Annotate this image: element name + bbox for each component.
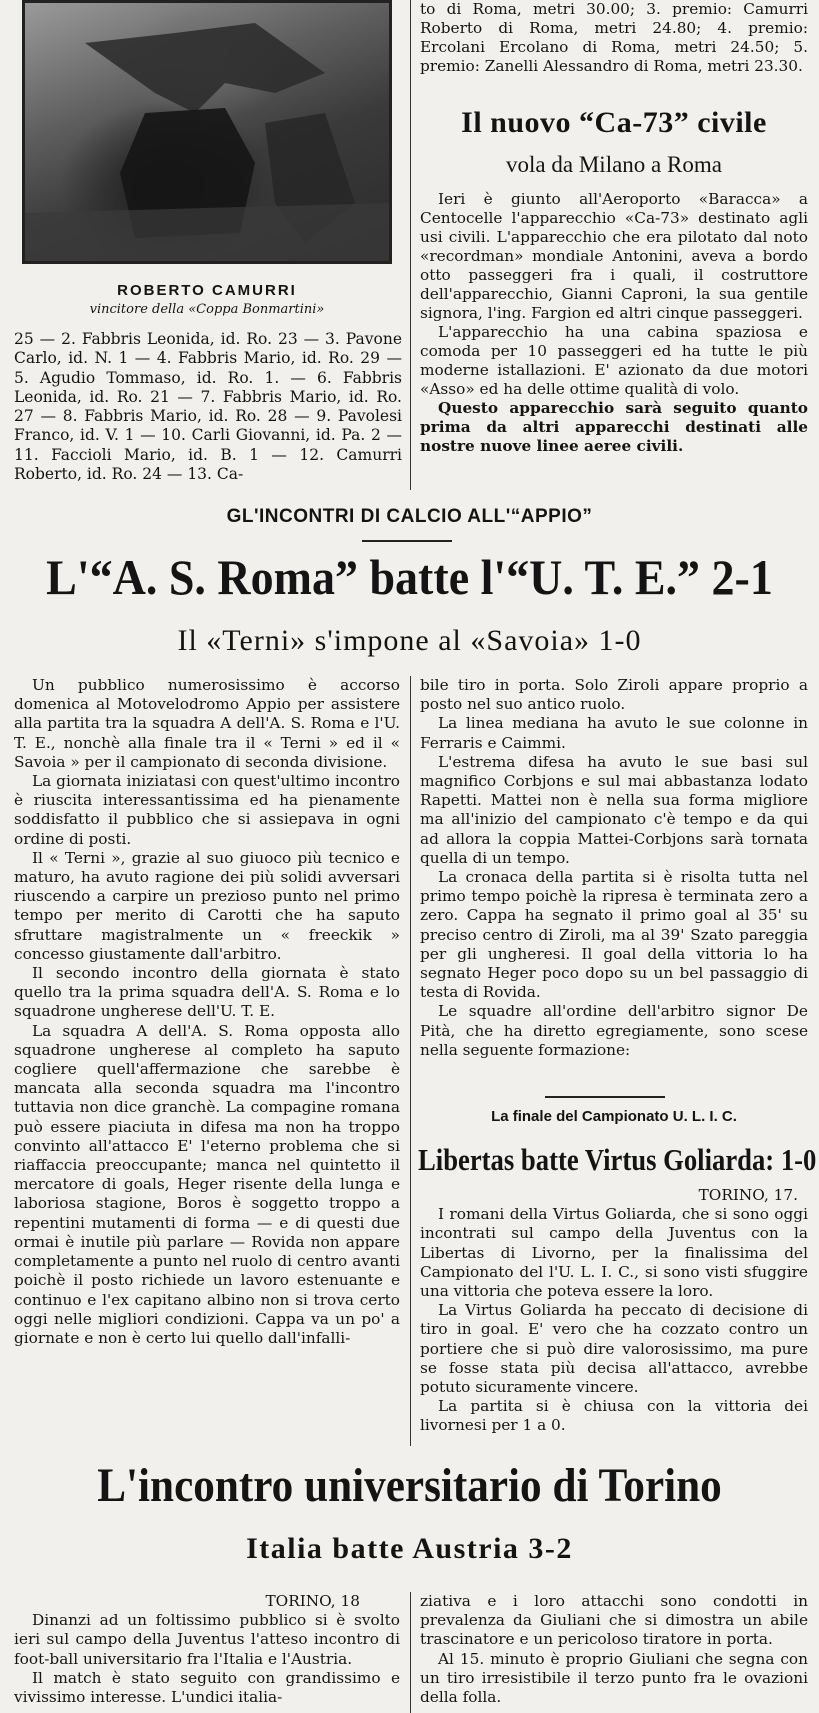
ca73-headline: Il nuovo “Ca-73” civile	[461, 106, 767, 139]
torino-left-paragraph-2: Il match è stato seguito con grandissimo e vivissimo interesse. L'undici italia-	[14, 1668, 400, 1707]
calcio-left-paragraph-4: Il secondo incontro della giornata è stato quello tra la prima squadra dell'A. S. Roma e lo squadrone ungherese dell'U. T. E.	[14, 964, 400, 1021]
torino-dateline: TORINO, 18	[265, 1592, 360, 1610]
finale-dateline: TORINO, 17.	[698, 1186, 798, 1204]
calcio-left-paragraph-2: La giornata iniziatasi con quest'ultimo incontro è riuscita interessantissima ed ha pienamente soddisfatto il pubblico che si assiepava in ogni ordine di posti.	[14, 772, 400, 848]
torino-headline: L'incontro universitario di Torino	[97, 1459, 722, 1512]
calcio-right-paragraph-5: Le squadre all'ordine dell'arbitro signor De Pità, che ha diretto egregiamente, sono scese nella seguente formazione:	[420, 1002, 808, 1059]
finale-article	[420, 1186, 808, 1436]
ca73-subhead: vola da Milano a Roma	[506, 152, 722, 177]
calcio-kicker: GL'INCONTRI DI CALCIO ALL'“APPIO”	[226, 506, 593, 527]
kicker-rule	[362, 540, 452, 542]
finale-rule	[545, 1096, 665, 1098]
torino-right-column	[420, 1592, 808, 1707]
athlete-photo-graphic	[25, 3, 389, 261]
calcio-right-paragraph-1: bile tiro in porta. Solo Ziroli appare proprio a posto nel suo antico ruolo.	[420, 676, 808, 714]
photo-caption-sub: vincitore della «Coppa Bonmartini»	[89, 302, 325, 317]
calcio-right-paragraph-2: La linea mediana ha avuto le sue colonne in Ferraris e Caimmi.	[420, 714, 808, 752]
ca73-paragraph-1: Ieri è giunto all'Aeroporto «Baracca» a Centocelle l'apparecchio «Ca-73» destinato agli usi civili. L'apparecchio che era pilotato dal noto «recordman» mondiale Antonini, aveva a bordo otto passeggeri fra i quali, il costruttore dell'apparecchio, Gianni Caproni, la sua gentile signora, l'ing. Fargion ed altri cinque passeggeri.	[420, 190, 808, 322]
finale-headline: Libertas batte Virtus Goliarda: 1-0	[418, 1142, 817, 1177]
calcio-left-column	[14, 676, 400, 1348]
ca73-article	[420, 190, 808, 456]
prize-results-lead: to di Roma, metri 30.00; 3. premio: Camurri Roberto di Roma, metri 24.80; 4. premio: Ercolani Ercolano di Roma, metri 24.50; 5. premio: Zanelli Alessandro di Roma, metri 23.30.	[420, 0, 808, 75]
calcio-left-paragraph-5: La squadra A dell'A. S. Roma opposta allo squadrone ungherese al completo ha saputo cogliere quell'affermazione che sarebbe è mancata alla seconda squadra ma l'incontro tuttavia non dice granchè. La compagine romana può essere piaciuta in difesa ma non ha troppo convinto all'attacco E' l'eterno problema che si riaffaccia preoccupante; manca nel quintetto il mercatore di goals, Heger risente della lunga e laboriosa stagione, Boros è soggetto troppo a repentini mutamenti di forma — e di questi due ormai è inutile più parlare — Rovida non appare completamente a punto nel ruolo di centro avanti poichè il posto richiede un lavoro estenuante e continuo e l'ex capitano albino non si trova certo oggi nelle migliori condizioni. Cappa va un po' a giornate e non è certo lui quello dall'infalli-	[14, 1021, 400, 1347]
torino-right-paragraph-2: Al 15. minuto è proprio Giuliani che segna con un tiro irresistibile il terzo punto fra le ovazioni della folla.	[420, 1649, 808, 1707]
torino-right-paragraph-1: ziativa e i loro attacchi sono condotti in prevalenza da Giuliani che si dimostra un abile trascinatore e un pericoloso tiratore in porta.	[420, 1592, 808, 1649]
torino-left-column	[14, 1592, 400, 1707]
column-divider-middle	[410, 676, 411, 1446]
calcio-right-paragraph-3: L'estrema difesa ha avuto le sue basi sul magnifico Corbjons e sul mai abbastanza lodato Rapetti. Mattei non è nella sua forma migliore ma all'inizio del campionato c'è tempo e da qui ad allora la coppia Mattei-Corbjons sarà tornata quella di un tempo.	[420, 752, 808, 867]
ca73-paragraph-2: L'apparecchio ha una cabina spaziosa e comoda per 10 passeggeri ed ha tutte le più moderne istallazioni. E' azionato da due motori «Asso» ed ha delle ottime qualità di volo.	[420, 323, 808, 398]
calcio-headline: L'“A. S. Roma” batte l'“U. T. E.” 2-1	[46, 549, 773, 605]
finale-kicker: La finale del Campionato U. L. I. C.	[491, 1108, 737, 1125]
calcio-subhead: Il «Terni» s'impone al «Savoia» 1-0	[177, 624, 642, 657]
results-list-text: 25 — 2. Fabbris Leonida, id. Ro. 23 — 3. Pavone Carlo, id. N. 1 — 4. Fabbris Mario, id. Ro. 29 — 5. Agudio Tommaso, id. Ro. 1. — 6. Fabbris Leonida, id. Ro. 21 — 7. Fabbris Mario, id. Ro. 27 — 8. Fabbris Mario, id. Ro. 28 — 9. Pavolesi Franco, id. V. 1 — 10. Carli Giovanni, id. Pa. 2 — 11. Faccioli Mario, id. B. 1 — 12. Camurri Roberto, id. Ro. 24 — 13. Ca-	[14, 330, 402, 484]
finale-paragraph-2: La Virtus Goliarda ha peccato di decisione di tiro in goal. E' vero che ha cozzato contro un portiere che si può dire valorosissimo, ma pure se fosse stata più decisa all'attacco, avrebbe potuto sicuramente vincere.	[420, 1301, 808, 1397]
calcio-left-paragraph-3: Il « Terni », grazie al suo giuoco più tecnico e maturo, ha avuto ragione dei più solidi avversari riuscendo a carpire un prezioso punto nel primo tempo per merito di Carotti che ha saputo sfruttare magistralmente un « freeckik » concesso giustamente dall'arbitro.	[14, 848, 400, 963]
results-list	[14, 330, 402, 484]
photo-caption-name: ROBERTO CAMURRI	[117, 282, 297, 299]
top-right-column	[420, 0, 808, 76]
calcio-right-column	[420, 676, 808, 1060]
finale-paragraph-3: La partita si è chiusa con la vittoria dei livornesi per 1 a 0.	[420, 1397, 808, 1435]
column-divider-top	[410, 0, 411, 490]
photo-roberto-camurri	[22, 0, 392, 264]
finale-paragraph-1: I romani della Virtus Goliarda, che si sono oggi incontrati sul campo della Juventus con la Libertas di Livorno, per la finalissima del Campionato del l'U. L. I. C., si sono visti sfuggire una vittoria che poteva essere la loro.	[420, 1205, 808, 1301]
ca73-paragraph-3: Questo apparecchio sarà seguito quanto prima da altri apparecchi destinati alle nostre nuove linee aeree civili.	[420, 399, 808, 455]
torino-left-paragraph-1: Dinanzi ad un foltissimo pubblico si è svolto ieri sul campo della Juventus l'atteso incontro di foot-ball universitario fra l'Italia e l'Austria.	[14, 1611, 400, 1668]
torino-subhead: Italia batte Austria 3-2	[246, 1532, 573, 1565]
calcio-right-paragraph-4: La cronaca della partita si è risolta tutta nel primo tempo poichè la ripresa è terminata zero a zero. Cappa ha segnato il primo goal al 35' su preciso centro di Ziroli, ma al 39' Szato pareggia per gli ungheresi. Il goal della vittoria lo ha segnato Heger poco dopo su un bel passaggio di testa di Rovida.	[420, 868, 808, 1002]
calcio-left-paragraph-1: Un pubblico numerosissimo è accorso domenica al Motovelodromo Appio per assistere alla partita tra la squadra A dell'A. S. Roma e l'U. T. E., nonchè alla finale tra il « Terni » ed il « Savoia » per il campionato di seconda divisione.	[14, 676, 400, 771]
column-divider-bottom	[410, 1592, 411, 1713]
